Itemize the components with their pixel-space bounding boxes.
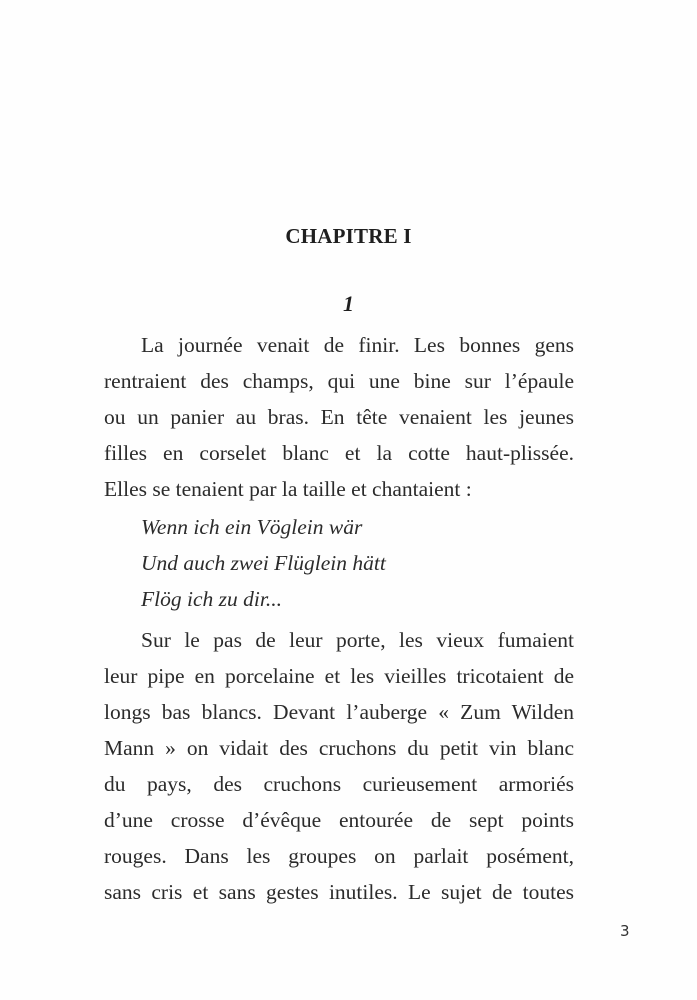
page-number: 3: [620, 922, 630, 940]
text-line: du pays, des cruchons curieusement armoriés: [104, 772, 574, 796]
verse-line: Wenn ich ein Vöglein wär: [141, 515, 363, 539]
text-line: rouges. Dans les groupes on parlait posément,: [104, 844, 574, 868]
paragraph-2: [104, 622, 574, 910]
text-line: filles en corselet blanc et la cotte haut-plissée.: [104, 441, 574, 465]
paragraph-1: [104, 327, 574, 507]
verse-line: Und auch zwei Flüglein hätt: [141, 551, 386, 575]
text-line: Mann » on vidait des cruchons du petit vin blanc: [104, 736, 574, 760]
text-line: rentraient des champs, qui une bine sur l’épaule: [104, 369, 574, 393]
text-line: ou un panier au bras. En tête venaient les jeunes: [104, 405, 574, 429]
text-line: Sur le pas de leur porte, les vieux fumaient: [141, 628, 574, 652]
text-line: sans cris et sans gestes inutiles. Le sujet de toutes: [104, 880, 574, 904]
text-line: d’une crosse d’évêque entourée de sept points: [104, 808, 574, 832]
text-line: longs bas blancs. Devant l’auberge « Zum Wilden: [104, 700, 574, 724]
chapter-title: CHAPITRE I: [285, 224, 412, 248]
section-number: 1: [343, 291, 354, 316]
verse-line: Flög ich zu dir...: [141, 587, 282, 611]
text-line: Elles se tenaient par la taille et chantaient :: [104, 477, 472, 501]
verse-block: [104, 509, 574, 617]
text-line: La journée venait de finir. Les bonnes gens: [141, 333, 574, 357]
text-line: leur pipe en porcelaine et les vieilles tricotaient de: [104, 664, 574, 688]
